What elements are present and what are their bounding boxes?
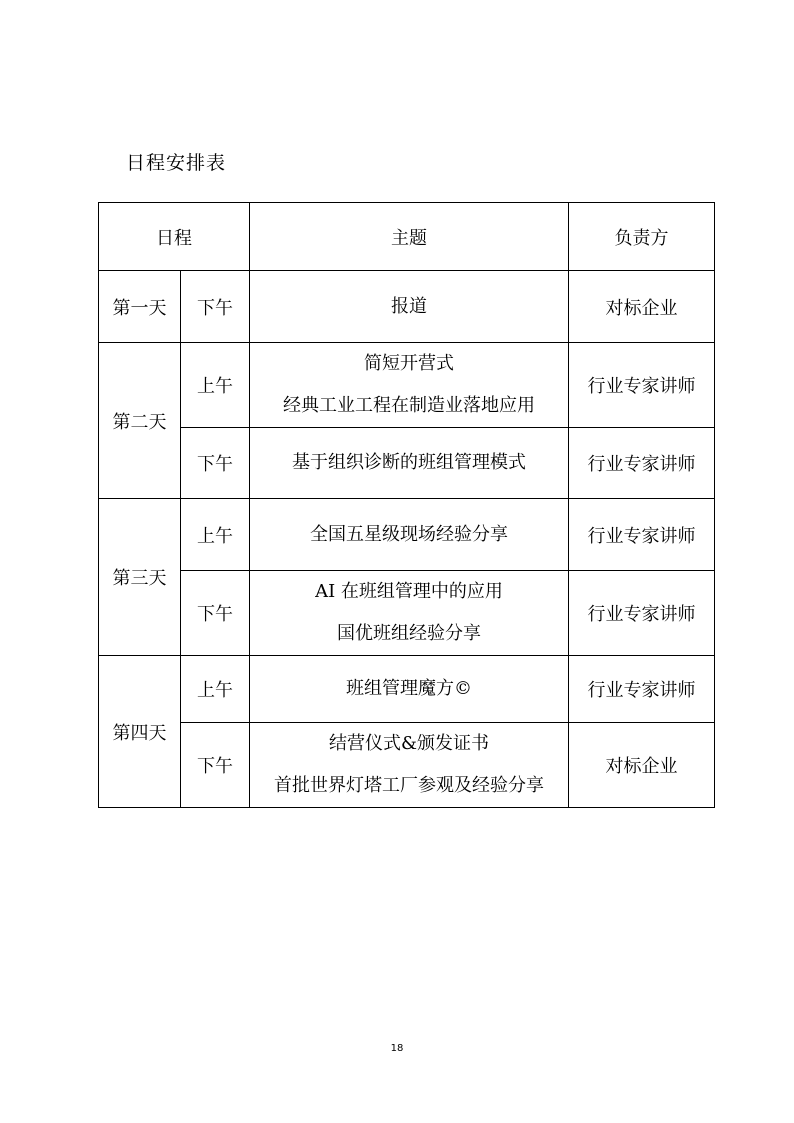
topic-line: 国优班组经验分享 <box>337 623 481 644</box>
owner-cell: 对标企业 <box>569 723 715 808</box>
table-row <box>99 723 715 808</box>
topic-line: 首批世界灯塔工厂参观及经验分享 <box>274 775 544 796</box>
page-title: 日程安排表 <box>126 152 227 174</box>
owner-cell: 行业专家讲师 <box>569 656 715 723</box>
day-label: 第四天 <box>99 656 181 808</box>
period-cell: 上午 <box>181 499 250 571</box>
table-row <box>99 656 715 723</box>
day-label: 第三天 <box>99 499 181 656</box>
table-row <box>99 343 715 428</box>
topic-cell <box>250 723 569 808</box>
topic-line: 结营仪式&颁发证书 <box>328 733 490 754</box>
topic-cell <box>250 428 569 499</box>
topic-line: 简短开营式 <box>364 353 454 374</box>
period-cell: 下午 <box>181 271 250 343</box>
topic-line: 全国五星级现场经验分享 <box>310 523 508 545</box>
topic-cell <box>250 499 569 571</box>
header-owner: 负责方 <box>569 203 715 271</box>
day-label: 第二天 <box>99 343 181 499</box>
header-schedule: 日程 <box>99 203 250 271</box>
owner-cell: 对标企业 <box>569 271 715 343</box>
topic-line: 经典工业工程在制造业落地应用 <box>283 395 535 416</box>
topic-line: 基于组织诊断的班组管理模式 <box>292 452 526 473</box>
topic-cell <box>250 271 569 343</box>
period-cell: 下午 <box>181 428 250 499</box>
topic-cell <box>250 343 569 428</box>
period-cell: 上午 <box>181 343 250 428</box>
table-row <box>99 271 715 343</box>
day-label: 第一天 <box>99 271 181 343</box>
table-header-row <box>99 203 715 271</box>
table-row <box>99 499 715 571</box>
owner-cell: 行业专家讲师 <box>569 428 715 499</box>
topic-line: 班组管理魔方© <box>346 678 472 699</box>
page-number: 18 <box>390 1043 404 1054</box>
period-cell: 下午 <box>181 723 250 808</box>
period-cell: 上午 <box>181 656 250 723</box>
owner-cell: 行业专家讲师 <box>569 571 715 656</box>
period-cell: 下午 <box>181 571 250 656</box>
topic-line: 报道 <box>391 295 427 317</box>
table-row <box>99 571 715 656</box>
owner-cell: 行业专家讲师 <box>569 343 715 428</box>
topic-line: AI 在班组管理中的应用 <box>315 581 503 602</box>
table-row <box>99 428 715 499</box>
owner-cell: 行业专家讲师 <box>569 499 715 571</box>
topic-cell <box>250 656 569 723</box>
topic-cell <box>250 571 569 656</box>
schedule-table <box>98 202 715 808</box>
header-topic: 主题 <box>250 203 569 271</box>
